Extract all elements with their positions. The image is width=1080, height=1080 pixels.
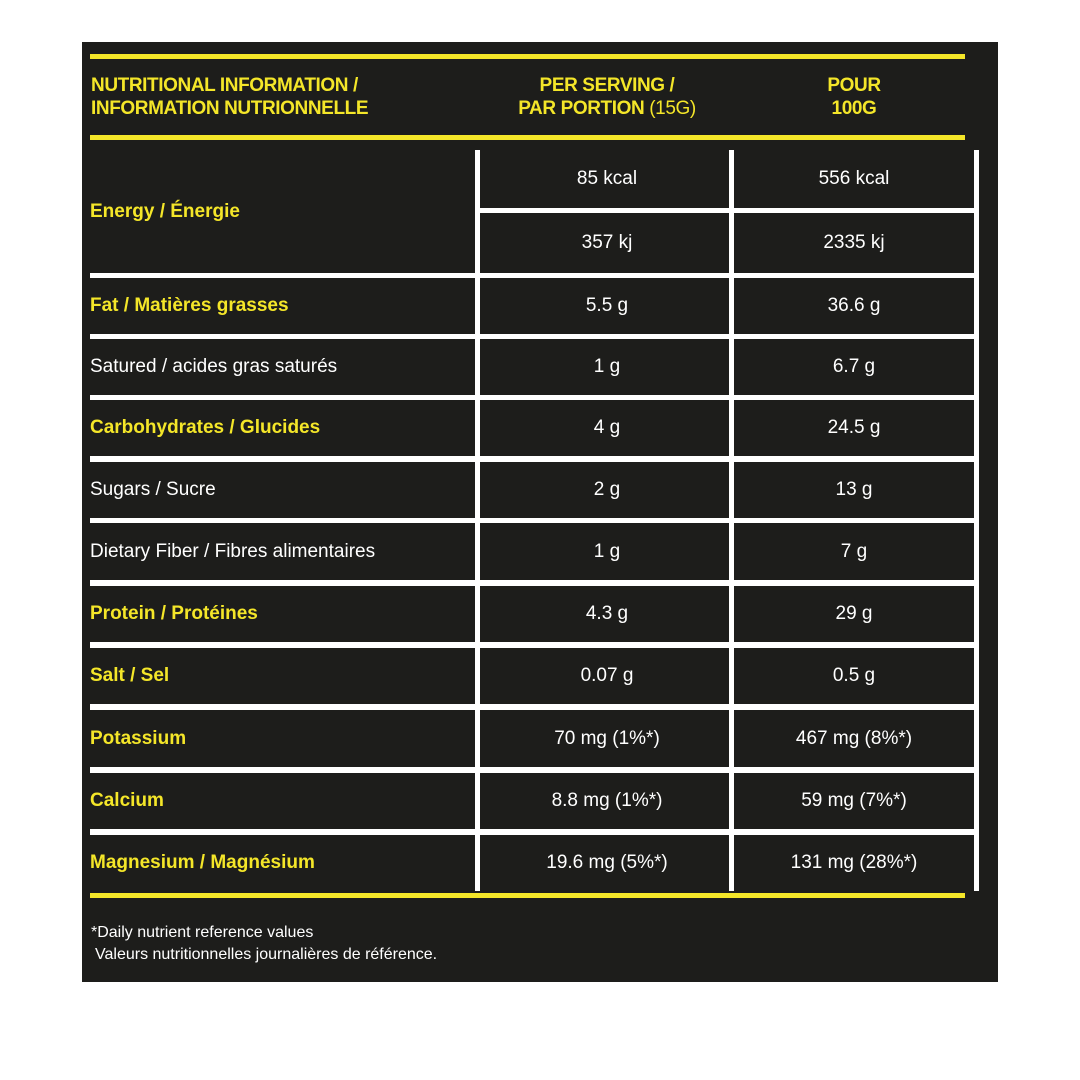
cell-carbohydrates-100g: 24.5 g bbox=[827, 417, 881, 438]
cell-fat-100g: 36.6 g bbox=[827, 295, 881, 316]
footnote-line1: *Daily nutrient reference values bbox=[91, 924, 314, 941]
row-label-dietary-fiber: Dietary Fiber / Fibres alimentaires bbox=[90, 540, 376, 562]
cell-saturated-serving: 1 g bbox=[593, 356, 621, 377]
cell-magnesium-100g: 131 mg (28%*) bbox=[790, 852, 918, 873]
grid-energy-split-line bbox=[480, 208, 974, 213]
header-col1-line1: NUTRITIONAL INFORMATION / bbox=[91, 75, 358, 96]
cell-dietary-fiber-serving: 1 g bbox=[593, 540, 621, 562]
cell-potassium-serving: 70 mg (1%*) bbox=[554, 727, 660, 749]
row-label-magnesium: Magnesium / Magnésium bbox=[90, 852, 315, 873]
grid-row-line bbox=[90, 704, 979, 710]
cell-potassium-100g: 467 mg (8%*) bbox=[795, 727, 913, 749]
footnote-line2: Valeurs nutritionnelles journalières de référence. bbox=[95, 946, 438, 963]
grid-row-line bbox=[90, 334, 979, 339]
cell-energy-kcal-100g: 556 kcal bbox=[818, 168, 890, 189]
grid-row-line bbox=[90, 273, 979, 278]
cell-protein-100g: 29 g bbox=[835, 603, 873, 624]
cell-dietary-fiber-100g: 7 g bbox=[840, 540, 868, 562]
grid-row-line bbox=[90, 456, 979, 462]
grid-row-line bbox=[90, 767, 979, 773]
cell-energy-kj-serving: 357 kj bbox=[581, 232, 633, 253]
header-serving-size: (15G) bbox=[649, 98, 696, 119]
row-label-protein: Protein / Protéines bbox=[90, 603, 258, 624]
nutrition-panel bbox=[82, 42, 998, 982]
cell-calcium-serving: 8.8 mg (1%*) bbox=[551, 790, 663, 811]
cell-protein-serving: 4.3 g bbox=[585, 603, 629, 624]
cell-fat-serving: 5.5 g bbox=[585, 295, 629, 316]
cell-magnesium-serving: 19.6 mg (5%*) bbox=[546, 852, 668, 873]
row-label-saturated: Satured / acides gras saturés bbox=[90, 356, 338, 377]
row-label-potassium: Potassium bbox=[90, 727, 187, 749]
row-label-sugars: Sugars / Sucre bbox=[90, 479, 216, 500]
row-label-calcium: Calcium bbox=[90, 790, 164, 811]
header-per-serving bbox=[480, 74, 734, 120]
cell-energy-kj-100g: 2335 kj bbox=[823, 232, 885, 253]
bottom-yellow-rule bbox=[90, 893, 965, 898]
grid-row-line bbox=[90, 580, 979, 586]
grid-row-line bbox=[90, 829, 979, 835]
header-col3-line1: POUR bbox=[827, 75, 881, 96]
header-per-100g bbox=[734, 74, 974, 120]
header-yellow-rule bbox=[90, 135, 965, 140]
cell-salt-100g: 0.5 g bbox=[832, 665, 876, 686]
header-col2-line2: PAR PORTION bbox=[518, 98, 645, 119]
grid-row-line bbox=[90, 395, 979, 400]
header-col3-line2: 100G bbox=[831, 98, 877, 119]
cell-salt-serving: 0.07 g bbox=[580, 665, 634, 686]
header-nutrition-info bbox=[91, 74, 368, 120]
cell-sugars-serving: 2 g bbox=[593, 479, 621, 500]
cell-saturated-100g: 6.7 g bbox=[832, 356, 876, 377]
footnote bbox=[91, 922, 437, 966]
grid-row-line bbox=[90, 518, 979, 523]
grid-row-line bbox=[90, 642, 979, 648]
header-col2-line1: PER SERVING / bbox=[539, 75, 675, 96]
row-label-carbohydrates: Carbohydrates / Glucides bbox=[90, 417, 321, 438]
row-label-energy: Energy / Énergie bbox=[90, 200, 240, 222]
cell-sugars-100g: 13 g bbox=[835, 479, 873, 500]
row-label-salt: Salt / Sel bbox=[90, 665, 170, 686]
cell-carbohydrates-serving: 4 g bbox=[593, 417, 621, 438]
row-label-fat: Fat / Matières grasses bbox=[90, 295, 289, 316]
cell-calcium-100g: 59 mg (7%*) bbox=[801, 790, 907, 811]
top-yellow-rule bbox=[90, 54, 965, 59]
cell-energy-kcal-serving: 85 kcal bbox=[576, 168, 638, 189]
header-col1-line2: INFORMATION NUTRIONNELLE bbox=[91, 98, 369, 119]
